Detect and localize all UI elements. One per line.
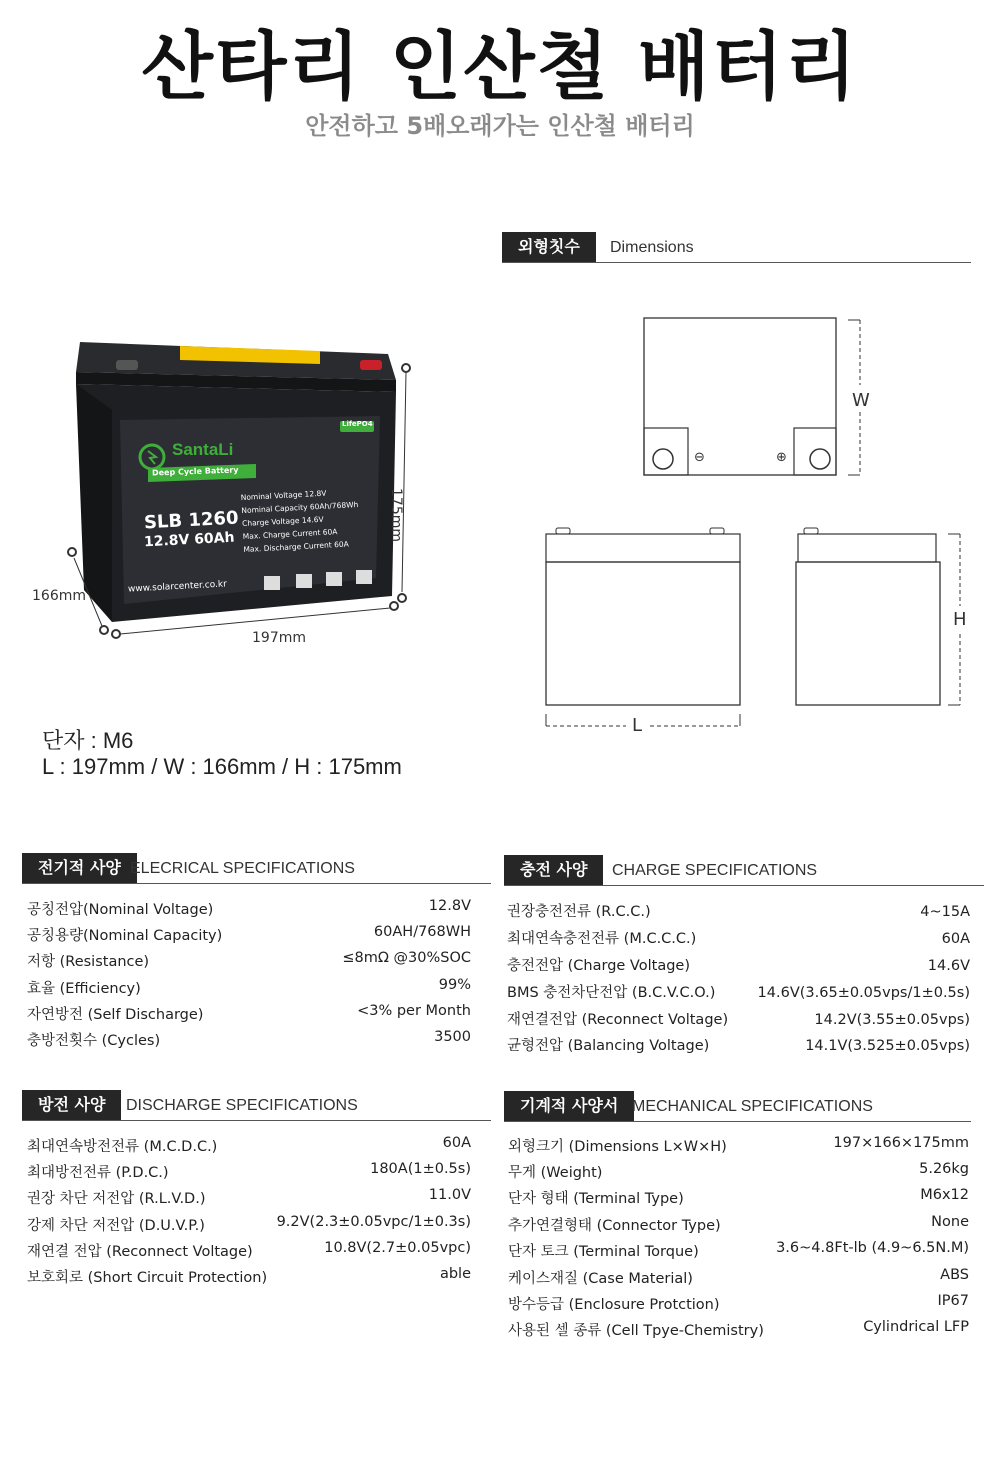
dimension-l-label: L [632,715,643,736]
spec-value: 99% [438,977,471,993]
spec-value: 180A(1±0.5s) [370,1161,471,1177]
spec-key: 권장충전전류 (R.C.C.) [507,904,651,920]
spec-key: 충전전압 (Charge Voltage) [507,958,690,974]
spec-key: 외형크기 (Dimensions L×W×H) [508,1139,727,1155]
spec-row [27,1240,471,1264]
spec-row [27,898,471,922]
spec-value: 11.0V [428,1187,471,1203]
side-view-lid [798,534,936,562]
spec-value: 14.6V [927,958,970,974]
battery-spec-line: Max. Discharge Current 60A [243,539,349,555]
spec-key: 최대연속방전전류 (M.C.D.C.) [27,1139,218,1155]
spec-value: 197×166×175mm [833,1135,969,1151]
overall-dimensions: L : 197mm / W : 166mm / H : 175mm [42,754,402,779]
section-tag: 충전 사양 [504,855,603,885]
spec-value: None [931,1214,969,1230]
spec-value: IP67 [937,1293,969,1309]
spec-row [508,1267,969,1291]
spec-row [507,981,970,1005]
spec-value: Cylindrical LFP [863,1319,969,1335]
spec-value: 60A [941,931,970,947]
battery-product-image [20,320,460,660]
spec-value: able [439,1266,471,1282]
spec-value: 12.8V [428,898,471,914]
spec-row [27,950,471,974]
battery-spec-line: Nominal Capacity 60Ah/768Wh [241,499,359,516]
model-name: SLB 1260 [143,507,240,534]
spec-key: 재연결전압 (Reconnect Voltage) [507,1012,729,1028]
spec-row [508,1161,969,1185]
front-view-body [546,562,740,705]
bin-icon [356,570,372,584]
spec-value: <3% per Month [357,1003,471,1019]
dimension-h-label: H [953,609,967,630]
charge-section-header [504,855,984,886]
spec-key: 저항 (Resistance) [27,954,150,970]
deep-cycle-label: Deep Cycle Battery [151,465,239,478]
spec-value: ≤8mΩ @30%SOC [342,950,471,966]
spec-row [507,1008,970,1032]
spec-key: 충방전횟수 (Cycles) [27,1033,161,1049]
section-tag: 전기적 사양 [22,853,137,883]
spec-value: 10.8V(2.7±0.05vpc) [324,1240,471,1256]
dim-length-label: 197mm [252,630,306,646]
spec-row [507,1034,970,1058]
spec-value: 5.26kg [919,1161,969,1177]
spec-key: 공칭용량(Nominal Capacity) [27,928,223,944]
page-title: 산타리 인산철 배터리 [141,24,859,110]
spec-key: 단자 형태 (Terminal Type) [508,1191,684,1207]
terminal-type: 단자 : M6 [42,728,134,753]
positive-symbol-icon: ⊕ [776,450,787,465]
spec-key: 케이스재질 (Case Material) [508,1271,693,1287]
dimension-drawings [530,300,980,750]
spec-value: 3.6~4.8Ft-lb (4.9~6.5N.M) [776,1240,969,1256]
spec-key: 최대방전전류 (P.D.C.) [27,1165,169,1181]
spec-key: 균형전압 (Balancing Voltage) [507,1038,710,1054]
spec-row [508,1319,969,1343]
spec-row [508,1187,969,1211]
recycle-icon [326,572,342,586]
spec-row [508,1240,969,1264]
spec-value: 14.1V(3.525±0.05vps) [805,1038,970,1054]
spec-value: 14.6V(3.65±0.05vps/1±0.5s) [757,985,970,1001]
spec-value: 14.2V(3.55±0.05vps) [814,1012,970,1028]
spec-key: 권장 차단 저전압 (R.L.V.D.) [27,1191,206,1207]
battery-spec-line: Charge Voltage 14.6V [241,514,324,529]
battery-spec-line: Nominal Voltage 12.8V [240,488,327,503]
negative-terminal [116,360,138,370]
website-label: www.solarcenter.co.kr [127,579,228,595]
positive-terminal [360,360,382,370]
terminal-circle-right [810,449,830,469]
dimension-w-label: W [852,390,870,411]
spec-row [27,1266,471,1290]
front-view-lid [546,534,740,562]
terminal-circle-left [653,449,673,469]
spec-value: 60A [442,1135,471,1151]
spec-key: 공칭전압(Nominal Voltage) [27,902,214,918]
section-tag: 외형칫수 [502,232,596,262]
spec-value: 60AH/768WH [373,924,471,940]
electrical-section-header [22,853,491,884]
spec-row [27,1003,471,1027]
spec-row [507,900,970,924]
spec-key: 재연결 전압 (Reconnect Voltage) [27,1244,253,1260]
side-view-body [796,562,940,705]
brand-name: SantaLi [172,440,234,459]
spec-key: 방수등급 (Enclosure Protction) [508,1297,720,1313]
page-subtitle: 안전하고 5배오래가는 인산철 배터리 [305,112,695,140]
spec-key: 단자 토크 (Terminal Torque) [508,1244,699,1260]
spec-value: 4~15A [920,904,970,920]
spec-key: 자연방전 (Self Discharge) [27,1007,204,1023]
dimensions-section-header [502,232,971,263]
spec-key: 사용된 셀 종류 (Cell Tpye-Chemistry) [508,1323,764,1339]
spec-value: ABS [940,1267,969,1283]
battery-spec-line: Max. Charge Current 60A [242,527,338,542]
spec-row [507,927,970,951]
section-title-en: DISCHARGE SPECIFICATIONS [126,1097,358,1114]
spec-key: BMS 충전차단전압 (B.C.V.C.O.) [507,985,716,1001]
chem-badge: LifePO4 [342,420,373,428]
section-title-en: Dimensions [610,239,694,256]
cert-icon [264,576,280,590]
spec-row [27,1161,471,1185]
spec-key: 무게 (Weight) [508,1165,603,1181]
spec-row [27,924,471,948]
spec-row [508,1135,969,1159]
section-title-en: ELECRICAL SPECIFICATIONS [130,860,355,877]
spec-row [508,1293,969,1317]
spec-key: 효율 (Efficiency) [27,981,141,997]
spec-value: 9.2V(2.3±0.05vpc/1±0.3s) [276,1214,471,1230]
dim-depth-label: 166mm [32,588,86,604]
section-title-en: CHARGE SPECIFICATIONS [612,862,818,879]
mechanical-section-header [504,1091,971,1122]
spec-row [27,1135,471,1159]
spec-row [27,1187,471,1211]
ce-icon [296,574,312,588]
dim-height-label: 175mm [388,488,404,542]
section-title-en: MECHANICAL SPECIFICATIONS [632,1098,873,1115]
spec-value: 3500 [434,1029,471,1045]
top-view-outline [644,318,836,475]
section-tag: 기계적 사양서 [504,1091,634,1121]
discharge-section-header [22,1090,491,1121]
spec-key: 최대연속충전전류 (M.C.C.C.) [507,931,697,947]
section-tag: 방전 사양 [22,1090,121,1120]
negative-symbol-icon: ⊖ [694,450,705,465]
spec-value: M6x12 [920,1187,969,1203]
spec-row [27,977,471,1001]
model-rating: 12.8V 60Ah [143,529,235,551]
spec-key: 추가연결형태 (Connector Type) [508,1218,721,1234]
spec-key: 강제 차단 저전압 (D.U.V.P.) [27,1218,205,1234]
spec-row [27,1029,471,1053]
spec-row [27,1214,471,1238]
battery-spec-list [240,485,360,556]
spec-row [508,1214,969,1238]
spec-row [507,954,970,978]
spec-key: 보호회로 (Short Circuit Protection) [27,1270,268,1286]
